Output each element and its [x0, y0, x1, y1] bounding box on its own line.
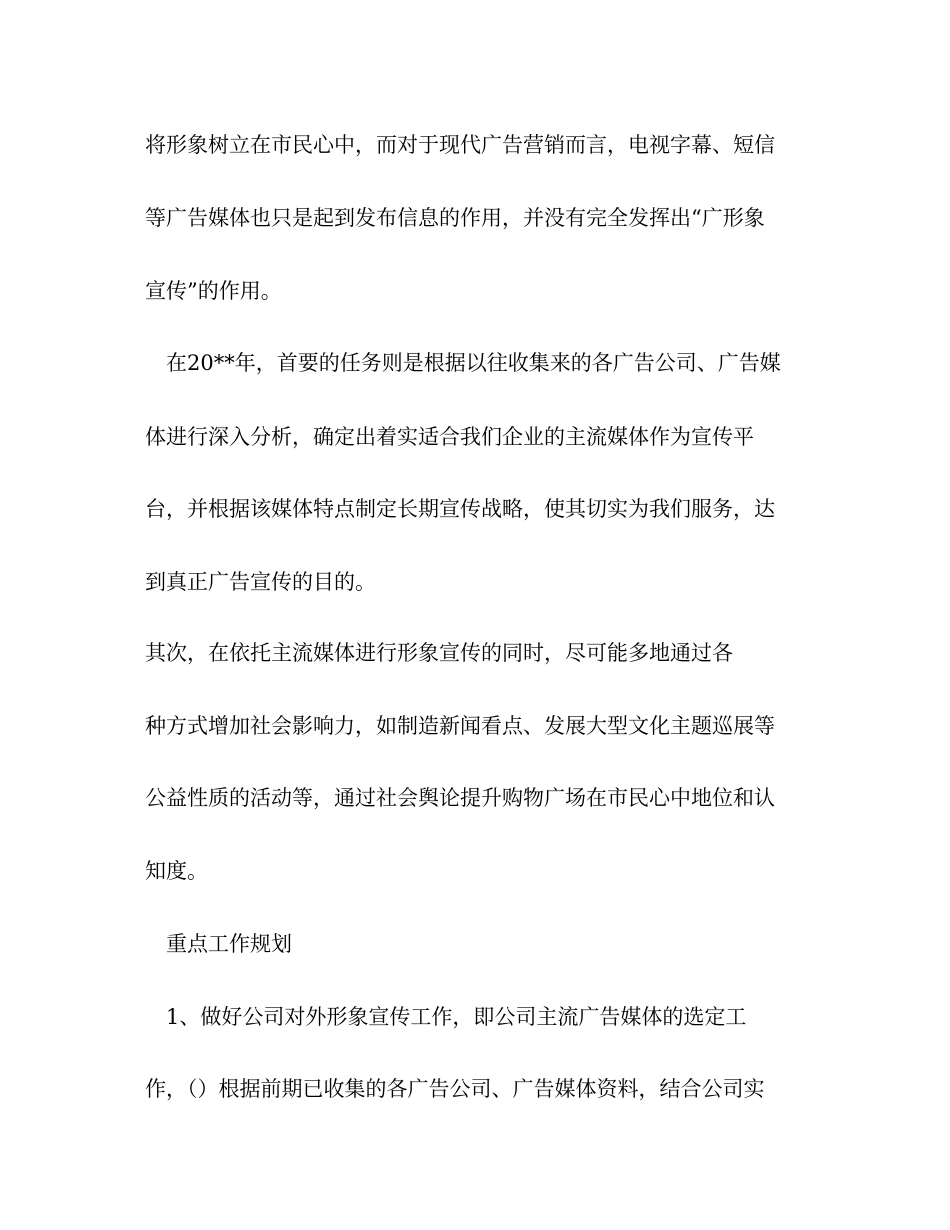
paragraph-line: 体进行深入分析，确定出着实适合我们企业的主流媒体作为宣传平	[145, 425, 754, 449]
paragraph-line: 到真正广告宣传的目的。	[145, 570, 376, 594]
paragraph-line: 种方式增加社会影响力，如制造新闻看点、发展大型文化主题巡展等	[145, 714, 775, 738]
paragraph-line: 知度。	[145, 859, 208, 883]
paragraph-line: 宣传”的作用。	[145, 279, 282, 303]
section-heading: 重点工作规划	[166, 932, 292, 956]
paragraph-line: 在20**年，首要的任务则是根据以往收集来的各广告公司、广告媒	[166, 351, 781, 375]
paragraph-line: 台，并根据该媒体特点制定长期宣传战略，使其切实为我们服务，达	[145, 497, 775, 521]
paragraph-line: 将形象树立在市民心中，而对于现代广告营销而言，电视字幕、短信	[145, 133, 775, 157]
paragraph-line: 公益性质的活动等，通过社会舆论提升购物广场在市民心中地位和认	[145, 786, 775, 810]
paragraph-line: 等广告媒体也只是起到发布信息的作用，并没有完全发挥出“广形象	[145, 206, 765, 230]
paragraph-line: 其次，在依托主流媒体进行形象宣传的同时，尽可能多地通过各	[145, 641, 733, 665]
paragraph-line: 1、做好公司对外形象宣传工作，即公司主流广告媒体的选定工	[166, 1005, 747, 1029]
paragraph-line: 作，（）根据前期已收集的各广告公司、广告媒体资料，结合公司实	[145, 1077, 765, 1101]
